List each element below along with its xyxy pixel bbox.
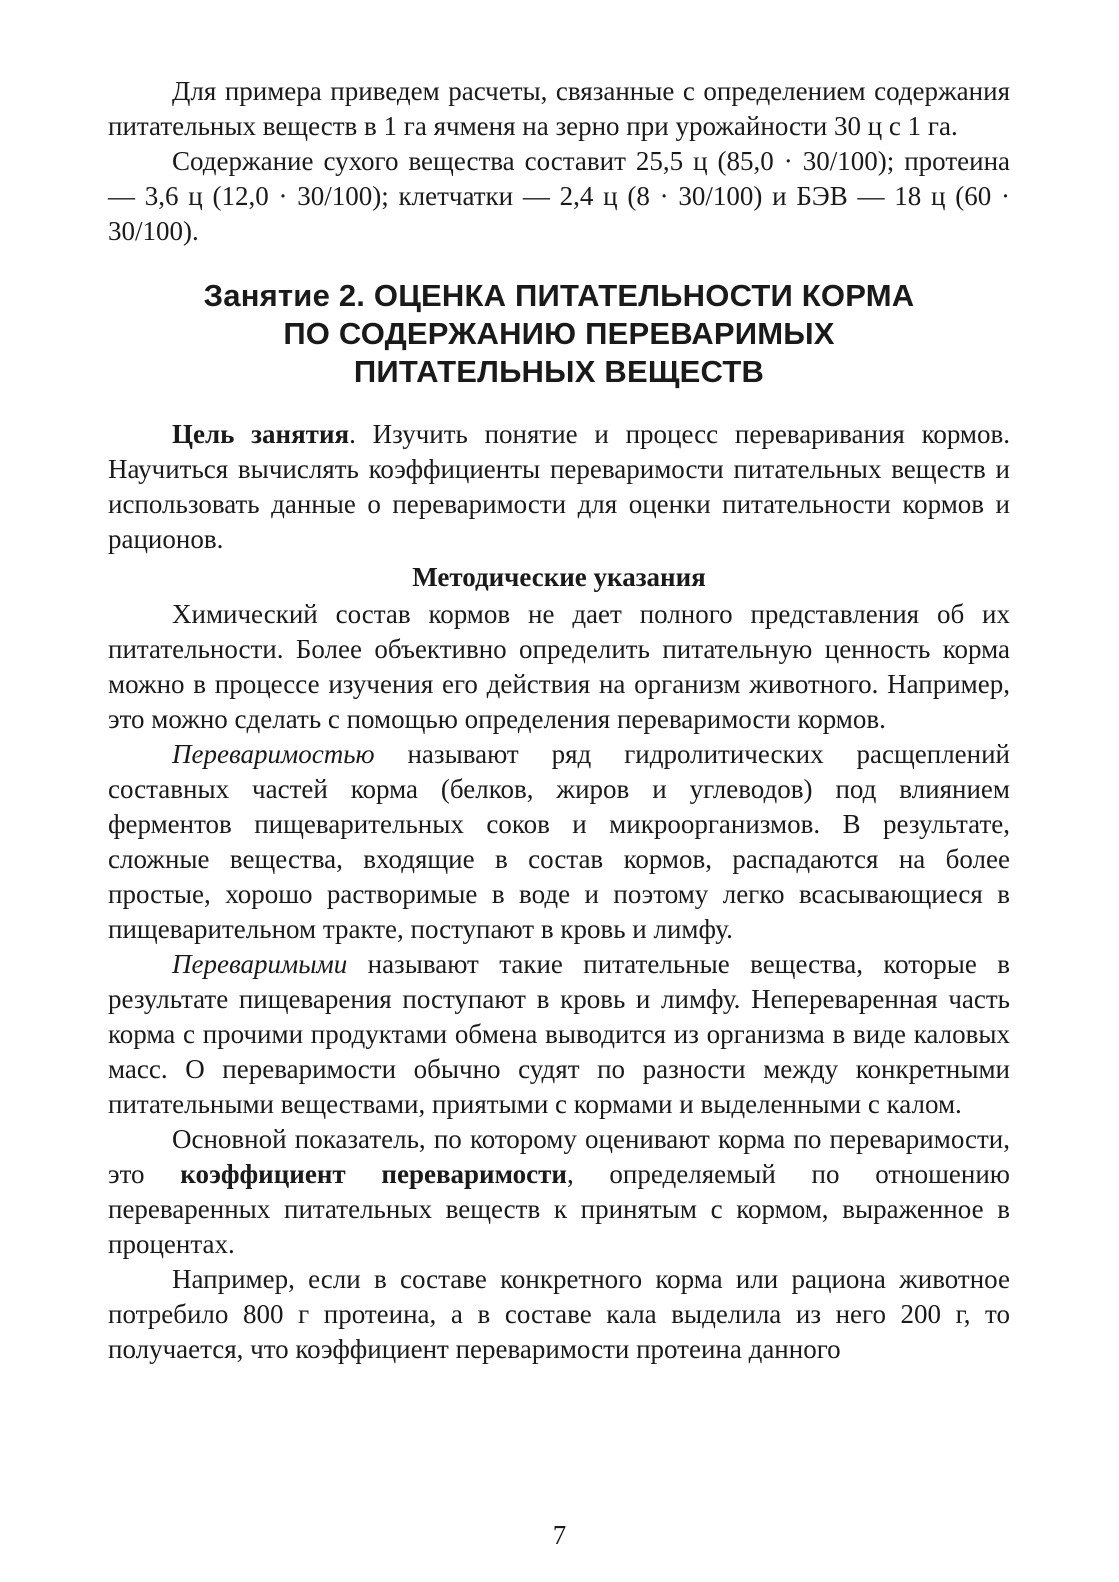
goal-text: . Изучить понятие и процесс переваривания кормов. Научиться вычислять коэффициенты переваримости питательных веществ и использовать данные о переваримости для оценки питательности кормов и рационов. <box>108 419 1010 554</box>
methods-paragraph-4 <box>108 1122 1010 1262</box>
methods-paragraph-4-end: , определяемый по отношению переваренных питательных веществ к принятым с кормом, выраженное в процентах. <box>108 1159 1010 1259</box>
lesson-title-line-2: ПО СОДЕРЖАНИЮ ПЕРЕВАРИМЫХ <box>283 316 835 351</box>
methods-paragraph-4-start: Основной показатель, по которому оценивают корма по переваримости, это <box>108 1124 1010 1189</box>
methods-paragraph-1: Химический состав кормов не дает полного представления об их питательности. Более объективно определить питательную ценность корма можно в процессе изучения его действия на организм животного. Например, это можно сделать с помощью определения переваримости кормов. <box>108 599 1010 734</box>
methods-paragraph-2 <box>108 737 1010 947</box>
term-digestibility: Переваримостью <box>172 739 375 769</box>
lesson-title-line-3: ПИТАТЕЛЬНЫХ ВЕЩЕСТВ <box>353 354 765 389</box>
term-digestibility-coefficient: коэффициент переваримости <box>180 1159 567 1189</box>
methods-paragraph-3 <box>108 947 1010 1122</box>
goal-paragraph <box>108 417 1010 557</box>
page-number: 7 <box>552 1520 567 1550</box>
intro-paragraph-1: Для примера приведем расчеты, связанные с определением содержания питательных веществ в 1 га ячменя на зерно при урожайности 30 ц с 1 га. <box>108 76 1010 141</box>
intro-paragraph-2: Содержание сухого вещества составит 25,5 ц (85,0 · 30/100); протеина — 3,6 ц (12,0 · 30/100); клетчатки — 2,4 ц (8 · 30/100) и БЭВ — 18 ц (60 · 30/100). <box>108 146 1010 246</box>
lesson-title-line-1: Занятие 2. ОЦЕНКА ПИТАТЕЛЬНОСТИ КОРМА <box>203 278 915 313</box>
term-digestible: Переваримыми <box>172 949 348 979</box>
page-content <box>108 74 1010 1367</box>
methods-paragraph-5: Например, если в составе конкретного корма или рациона животное потребило 800 г протеина, а в составе кала выделила из него 200 г, то получается, что коэффициент переваримости протеина данного <box>108 1264 1010 1364</box>
methods-paragraph-3-text: называют такие питательные вещества, которые в результате пищеварения поступают в кровь и лимфу. Непереваренная часть корма с прочими продуктами обмена выводится из организма в виде каловых масс. О переваримости обычно судят по разности между конкретными питательными веществами, приятыми с кормами и выделенными с калом. <box>108 949 1010 1119</box>
methods-paragraph-2-text: называют ряд гидролитических расщеплений составных частей корма (белков, жиров и углеводов) под влиянием ферментов пищеварительных соков и микроорганизмов. В результате, сложные вещества, входящие в состав кормов, распадаются на более простые, хорошо растворимые в воде и поэтому легко всасывающиеся в пищеварительном тракте, поступают в кровь и лимфу. <box>108 739 1010 944</box>
methods-heading: Методические указания <box>412 562 706 592</box>
lesson-title <box>108 277 1010 391</box>
goal-label: Цель занятия <box>172 419 350 449</box>
